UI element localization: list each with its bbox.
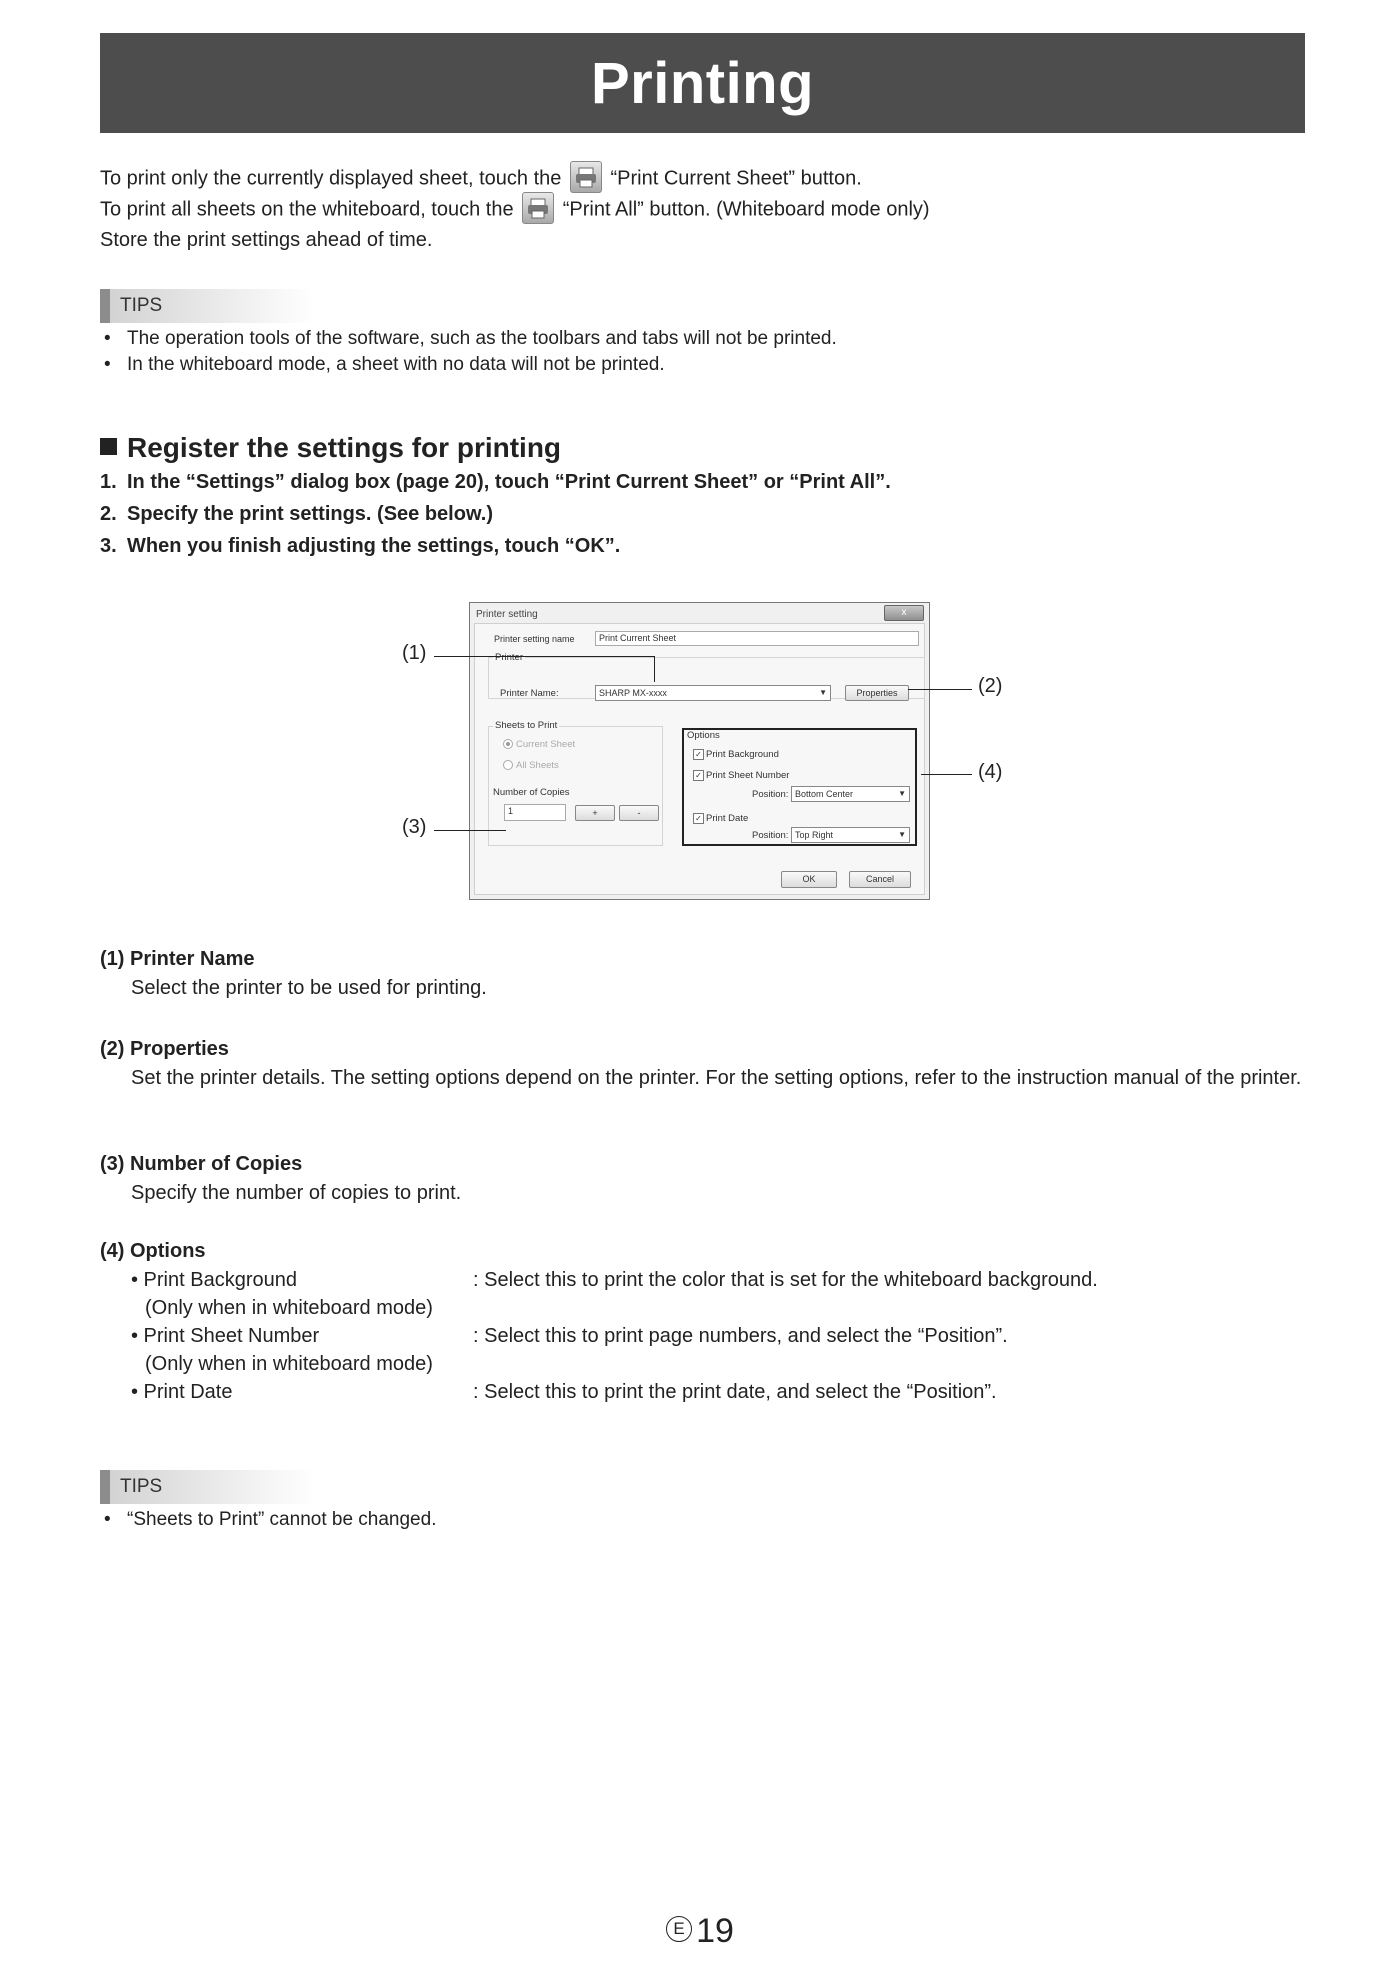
section-heading: Register the settings for printing [100, 432, 561, 464]
item-number-of-copies [100, 1150, 1310, 1208]
callout-4: (4) [978, 761, 1003, 783]
option-row: • Print Sheet Number : Select this to print page numbers, and select the “Position”. [131, 1325, 1008, 1347]
item-options [100, 1237, 1310, 1406]
copies-group-label: Number of Copies [493, 787, 570, 798]
printer-icon [522, 192, 554, 224]
intro-line-3: Store the print settings ahead of time. [100, 229, 433, 251]
intro-text [100, 163, 930, 256]
plus-button[interactable]: + [575, 805, 615, 821]
radio-icon [503, 739, 513, 749]
language-badge: E [666, 1916, 692, 1942]
steps-list [100, 466, 891, 562]
minus-button[interactable]: - [619, 805, 659, 821]
option-row-sub: (Only when in whiteboard mode) [145, 1297, 433, 1319]
dialog-body [474, 623, 925, 895]
position-label: Position: [752, 789, 789, 800]
intro-line-2 [100, 194, 930, 225]
item-printer-name [100, 945, 1310, 1003]
callout-1: (1) [402, 642, 427, 664]
intro-line-2-pre: To print all sheets on the whiteboard, touch the [100, 198, 514, 221]
chevron-down-icon: ▼ [898, 789, 906, 798]
tips-list [104, 326, 837, 378]
list-item: • In the whiteboard mode, a sheet with no data will not be printed. [104, 354, 665, 375]
position-label: Position: [752, 830, 789, 841]
item-body: Select the printer to be used for printing. [131, 977, 487, 999]
options-group-label: Options [687, 730, 720, 741]
chevron-down-icon: ▼ [898, 830, 906, 839]
callout-3: (3) [402, 816, 427, 838]
cancel-button[interactable]: Cancel [849, 871, 911, 888]
setting-name-label: Printer setting name [494, 634, 575, 644]
option-row: • Print Background : Select this to print the color that is set for the whiteboard background. [131, 1269, 1098, 1291]
tips-label: TIPS [100, 1470, 315, 1504]
callout-1-line [654, 656, 655, 682]
list-item: • The operation tools of the software, such as the toolbars and tabs will not be printed. [104, 328, 837, 349]
setting-name-field[interactable]: Print Current Sheet [595, 631, 919, 646]
print-background-checkbox[interactable]: ✓ Print Background [693, 749, 779, 760]
chevron-down-icon: ▼ [819, 688, 827, 697]
radio-all-sheets: All Sheets [503, 760, 559, 771]
step-item: 2. Specify the print settings. (See below.) [100, 503, 493, 525]
page-title-banner [100, 33, 1305, 133]
item-body: Set the printer details. The setting options depend on the printer. For the setting options, refer to the instruction manual of the printer. [131, 1067, 1302, 1089]
check-icon: ✓ [693, 813, 704, 824]
option-row: • Print Date : Select this to print the print date, and select the “Position”. [131, 1381, 997, 1403]
item-heading: (1) Printer Name [100, 948, 255, 970]
close-icon[interactable]: x [884, 605, 924, 621]
callout-4-line [921, 774, 972, 775]
callout-2-line [908, 689, 972, 690]
radio-icon [503, 760, 513, 770]
step-item: 1. In the “Settings” dialog box (page 20), touch “Print Current Sheet” or “Print All”. [100, 471, 891, 493]
list-item: • “Sheets to Print” cannot be changed. [104, 1509, 437, 1530]
check-icon: ✓ [693, 749, 704, 760]
item-heading: (2) Properties [100, 1038, 229, 1060]
intro-line-1-pre: To print only the currently displayed sheet, touch the [100, 167, 562, 190]
printer-setting-dialog [469, 602, 930, 900]
callout-1-line [434, 656, 654, 657]
item-properties [100, 1035, 1310, 1093]
print-sheet-number-checkbox[interactable]: ✓ Print Sheet Number [693, 770, 789, 781]
printer-group-label: Printer [495, 652, 523, 663]
intro-line-1-post: “Print Current Sheet” button. [610, 167, 862, 190]
sheets-group-label: Sheets to Print [495, 720, 558, 731]
check-icon: ✓ [693, 770, 704, 781]
radio-current-sheet: Current Sheet [503, 739, 575, 750]
properties-button[interactable]: Properties [845, 685, 909, 701]
callout-2: (2) [978, 675, 1003, 697]
tips-label: TIPS [100, 289, 315, 323]
square-bullet-icon [100, 438, 117, 455]
copies-input[interactable]: 1 [504, 804, 566, 821]
page-title: Printing [590, 50, 815, 116]
ok-button[interactable]: OK [781, 871, 837, 888]
item-body: Specify the number of copies to print. [131, 1182, 462, 1204]
item-heading: (3) Number of Copies [100, 1153, 303, 1175]
intro-line-1 [100, 163, 930, 194]
step-item: 3. When you finish adjusting the settings, touch “OK”. [100, 535, 621, 557]
print-date-checkbox[interactable]: ✓ Print Date [693, 813, 748, 824]
printer-name-label: Printer Name: [500, 688, 559, 699]
printer-name-select[interactable]: SHARP MX-xxxx ▼ [595, 685, 831, 701]
position-select-2[interactable]: Top Right ▼ [791, 827, 910, 843]
page-footer [0, 1912, 1400, 1951]
intro-line-2-post: “Print All” button. (Whiteboard mode only) [562, 198, 930, 221]
callout-3-line [434, 830, 506, 831]
page-number: 19 [696, 1912, 734, 1950]
printer-icon [570, 161, 602, 193]
tips-list [104, 1507, 436, 1533]
dialog-title: Printer setting [476, 609, 538, 620]
item-heading: (4) Options [100, 1240, 206, 1262]
option-row-sub: (Only when in whiteboard mode) [145, 1353, 433, 1375]
position-select-1[interactable]: Bottom Center ▼ [791, 786, 910, 802]
